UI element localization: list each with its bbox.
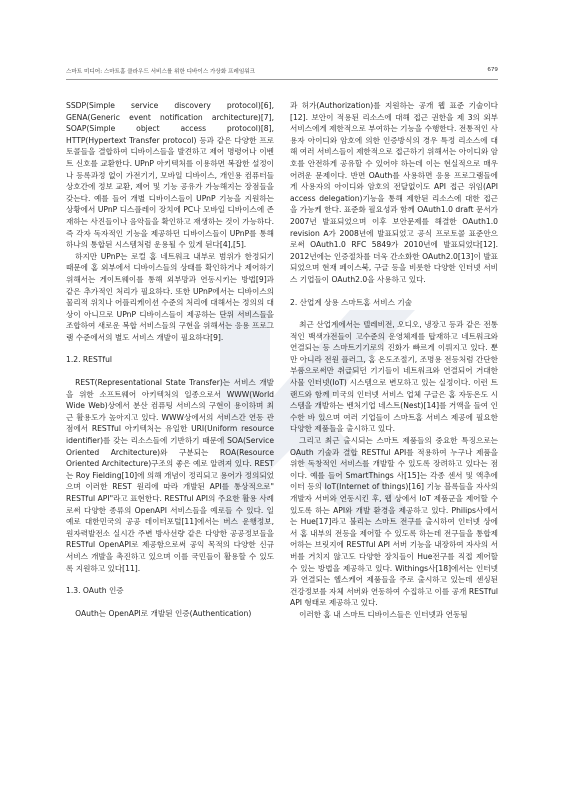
right-column (290, 100, 498, 621)
paragraph: 과 허가(Authorization)를 지원하는 공개 웹 표준 기술이다[12]. 보안이 적용된 리소스에 대해 접근 권한을 제 3의 외부 서비스에게 제한적으로 부여하는 기능을 수행한다. 전통적인 사용자 아이디와 암호에 의한 인증방식의 경우 특정 리소스에 대해 여러 서비스들이 제한적으로 접근하기 위해서는 아이디와 암호를 안전하게 공유할 수 있어야 하는데 이는 현실적으로 매우 어려운 문제이다. 반면 OAuth를 사용하면 응용 프로그램들에게 사용자의 아이디와 암호의 전달없이도 API 접근 위임(API access delegation)기능을 통해 제한된 리소스에 대한 접근을 가능케 한다. 표준화 필요성과 함께 OAuth1.0 draft 문서가 2007년 발표되었으며 이후 보안문제를 해결한 OAuth1.0 revision A가 2008년에 발표되었고 공식 프로토콜 표준안으로써 OAuth1.0 RFC 5849가 2010년에 발표되었다[12]. 2012년에는 인증절차를 더욱 간소화한 OAuth2.0[13]이 발표되었으며 현재 페이스북, 구글 등을 비롯한 다양한 인터넷 서비스 기업들이 OAuth2.0을 사용하고 있다. (290, 101, 498, 284)
header-rule (66, 79, 498, 80)
section-heading-restful: 1.2. RESTful (66, 355, 113, 365)
paragraph: 하지만 UPnP는 로컬 홈 네트워크 내부로 범위가 한정되기 때문에 홈 외부에서 디바이스들의 상태를 확인하거나 제어하기 위해서는 게이트웨이를 통해 외부망과 연동시키는 방법[9]과 같은 추가적인 처리가 필요하다. 또한 UPnP에서는 디바이스의 물리적 위치나 어플리케이션 수준의 처리에 대해서는 정의의 대상이 아니므로 UPnP 디바이스들이 제공하는 단위 서비스들을 조합하여 새로운 복합 서비스들의 구현을 위해서는 응용 프로그램 수준에서의 별도 서비스 개발이 필요하다[9]. (66, 251, 274, 342)
journal-title: 스마트 미디어: 스마트홈 클라우드 서비스를 위한 디바이스 가상화 프레임워크 (66, 69, 256, 75)
paragraph: OAuth는 OpenAPI로 개발된 인증(Authentication) (75, 608, 252, 618)
paragraph: REST(Representational State Transfer)는 서비스 개발을 위한 소프트웨어 아키텍처의 일종으로서 WWW(World Wide Web)상에서 분산 컴퓨팅 서비스의 구현이 용이하며 최근 활용도가 높아지고 있다. WWW상에서의 서비스간 연동 관점에서 RESTful 아키텍처는 유일한 URI(Uniform resource identifier)를 갖는 리소스들에 기반하기 때문에 SOA(Service Oriented Architecture)와 구분되는 ROA(Resource Oriented Architecture)구조의 좋은 예로 알려져 있다. REST는 Roy Fielding[10]에 의해 개념이 정리되고 용어가 정의되었으며 이러한 REST 원리에 따라 개발된 API를 통상적으로" RESTful API"라고 표현한다. RESTful API의 주요한 활용 사례로써 다양한 종류의 OpenAPI 서비스들을 예로들 수 있다. 일 예로 대한민국의 공공 데이터포털[11]에서는 버스 운행정보, 원자력발전소 실시간 주변 방사선량 같은 다양한 공공정보들을 RESTful OpenAPI로 제공함으로써 공익 목적의 다양한 신규 서비스 개발을 촉진하고 있으며 이를 국민들이 활용할 수 있도록 지원하고 있다[11]. (66, 378, 274, 573)
left-column (66, 100, 274, 619)
running-header (66, 67, 498, 77)
paragraph: 그리고 최근 출시되는 스마트 제품들의 중요한 특징으로는 OAuth 기술과 결합 RESTful API를 적용하여 누구나 제품을 위한 독창적인 서비스를 개발할 수 있도록 장려하고 있다는 점이다. 예를 들어 SmartThings 사[15]는 각종 센서 및 액추에이터 등의 IoT(Internet of things)[16] 기능 블록들을 자사의 개발자 서버와 연동시킨 후, 웹 상에서 IoT 제품군을 제어할 수 있도록 하는 API와 개발 환경을 제공하고 있다. Philips사에서는 Hue[17]라고 불리는 스마트 전구를 출시하여 인터넷 상에서 홈 내부의 전등을 제어할 수 있도록 하는데 전구들을 통합제어하는 브릿지에 RESTful API 서버 기능을 내장하여 자사의 서버를 거치지 않고도 다양한 장치들이 Hue전구를 직접 제어할 수 있는 방법을 제공하고 있다. Withings사[18]에서는 인터넷과 연결되는 헬스케어 제품들을 주로 출시하고 있는데 센싱된 건강정보를 자체 서버와 연동하여 수집하고 이를 공개 RESTful API 형태로 제공하고 있다. (290, 436, 498, 608)
section-heading-industry: 2. 산업계 상용 스마트홈 서비스 기술 (290, 297, 413, 307)
paragraph: 이러한 홈 내 스마트 디바이스들은 인터넷과 연동됨 (299, 609, 468, 619)
paragraph: 최근 산업계에서는 텔레비전, 오디오, 냉장고 등과 같은 전통적인 백색가전들이 고수준의 운영체제를 탑재하고 네트워크와 연결되는 등 스마트기기로의 진화가 빠르게 이뤄지고 있다. 뿐만 아니라 전원 플러그, 홈 온도조절기, 조명용 전등처럼 간단한 부품으로써만 취급되던 기기들이 네트워크와 연결되어 거대한 사물 인터넷(IoT) 시스템으로 변모하고 있는 실정이다. 이런 트랜드와 함께 미국의 인터넷 서비스 업체 구글은 홈 자동온도 시스템을 개발하는 벤처기업 네스트(Nest)[14]를 거액을 들여 인수한 바 있으며 여러 기업들이 스마트홈 서비스 제공에 필요한 다양한 제품들을 출시하고 있다. (290, 320, 498, 434)
paragraph: SSDP(Simple service discovery protocol)[6], GENA(Generic event notification architecture)[7], SOAP(Simple object access protocol)[8], HTTP(Hypertext Transfer protocol) 등과 같은 다양한 프로토콜들을 결합하여 디바이스들을 발견하고 제어 명령어나 이벤트 신호를 교환한다. UPnP 아키텍처를 이용하면 복잡한 설정이나 등록과정 없이 가전기기, 모바일 디바이스, 개인용 컴퓨터들 상호간에 정보 교환, 제어 및 기능 공유가 가능해지는 장점들을 갖는다. 예를 들어 개별 디바이스들이 UPnP 기능을 지원하는 상황에서 UPnP 디스플레이 장치에 PC나 모바일 디바이스에 존재하는 사진들이나 음악들을 확인하고 재생하는 것이 가능하다. 즉 각자 독자적인 기능을 제공하던 디바이스들이 UPnP를 통해 하나의 통합된 시스템처럼 운용될 수 있게 된다[4],[5]. (66, 101, 274, 250)
section-heading-oauth: 1.3. OAuth 인증 (66, 586, 124, 596)
page-number: 679 (487, 67, 498, 73)
